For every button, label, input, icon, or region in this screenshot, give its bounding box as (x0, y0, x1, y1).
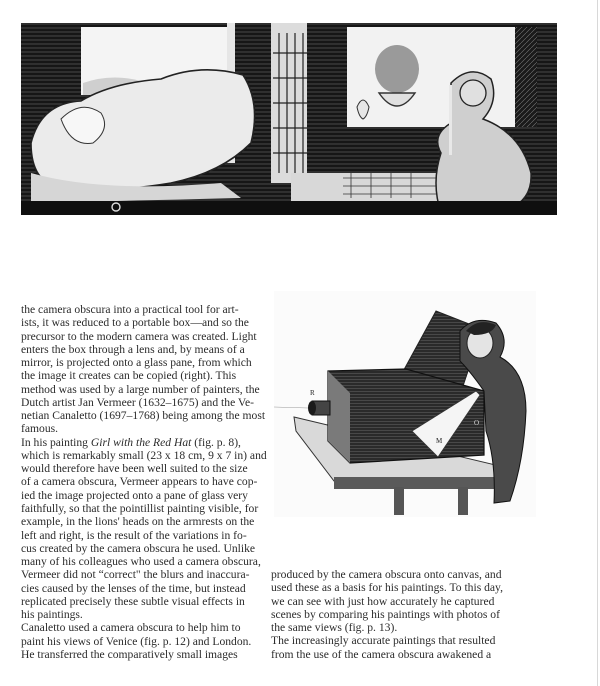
text-line: the same views (fig. p. 13). (271, 621, 398, 635)
text-line: precursor to the modern camera was created. Light (21, 329, 257, 343)
text-line: netian Canaletto (1697–1768) being among the most (21, 409, 266, 423)
camera-obscura-illustration (274, 291, 536, 517)
text-line: produced by the camera obscura onto canvas, and (271, 568, 502, 581)
article-right-column (271, 568, 531, 661)
text-line: enters the box through a lens and, by means of a (21, 342, 245, 356)
text-line: faithfully, so that the pointillist painting visible, for (21, 501, 259, 515)
text-line: Vermeer did not “correct" the blurs and inaccura- (21, 568, 250, 582)
text-line: cies caused by the lenses of the time, but instead (21, 581, 246, 595)
text-line: Canaletto used a camera obscura to help him to (21, 621, 241, 635)
text-line: many of his colleagues who used a camera obscura, (21, 555, 261, 569)
text-line: the image it creates can be copied (right). This (21, 369, 237, 383)
text-line: ists, it was reduced to a portable box—and so the (21, 316, 249, 330)
text-segment: In his painting (21, 435, 91, 449)
text-line: of a camera obscura, Vermeer appears to have cop- (21, 475, 258, 489)
text-line: cus created by the camera obscura he used. Unlike (21, 541, 256, 555)
woodcut-illustration (21, 23, 557, 215)
text-line: paint his views of Venice (fig. p. 12) and London. (21, 634, 252, 648)
text-line: He transferred the comparatively small images (21, 647, 238, 661)
text-line: from the use of the camera obscura awakened a (271, 647, 492, 661)
painting-title: Girl with the Red Hat (90, 435, 192, 449)
text-line: replicated precisely these subtle visual effects in (21, 594, 245, 608)
label-r: R (310, 389, 315, 397)
camera-obscura-icon (274, 291, 536, 517)
text-line: we can see with just how accurately he captured (271, 594, 495, 608)
text-line (21, 436, 271, 449)
text-line: would therefore have been well suited to the size (21, 462, 248, 476)
text-line: ied the image projected onto a pane of glass very (21, 488, 248, 502)
right-window (347, 27, 515, 127)
page-edge-divider (597, 0, 598, 686)
label-m: M (436, 437, 443, 445)
text-line: left and right, is the result of the variations in fo- (21, 528, 247, 542)
text-line: his paintings. (21, 608, 83, 622)
woodcut-draughtsman-icon (21, 23, 557, 215)
text-segment: (fig. p. 8), (191, 435, 241, 449)
text-line: famous. (21, 422, 59, 436)
text-line: scenes by comparing his paintings with photos of (271, 607, 500, 621)
article-left-column (21, 303, 271, 661)
text-line: method was used by a large number of painters, the (21, 382, 260, 396)
text-line: The increasingly accurate paintings that resulted (271, 634, 496, 648)
text-line: mirror, is projected onto a glass pane, from which (21, 356, 252, 370)
text-line: Dutch artist Jan Vermeer (1632–1675) and the Ve- (21, 395, 254, 409)
label-o: O (474, 419, 480, 427)
text-line: which is remarkably small (23 x 18 cm, 9 x 7 in) and (21, 448, 267, 462)
text-line: the camera obscura into a practical tool for art- (21, 303, 239, 316)
text-line: example, in the lions' heads on the armrests on the (21, 515, 255, 529)
text-line: used these as a basis for his paintings. To this day, (271, 581, 503, 595)
